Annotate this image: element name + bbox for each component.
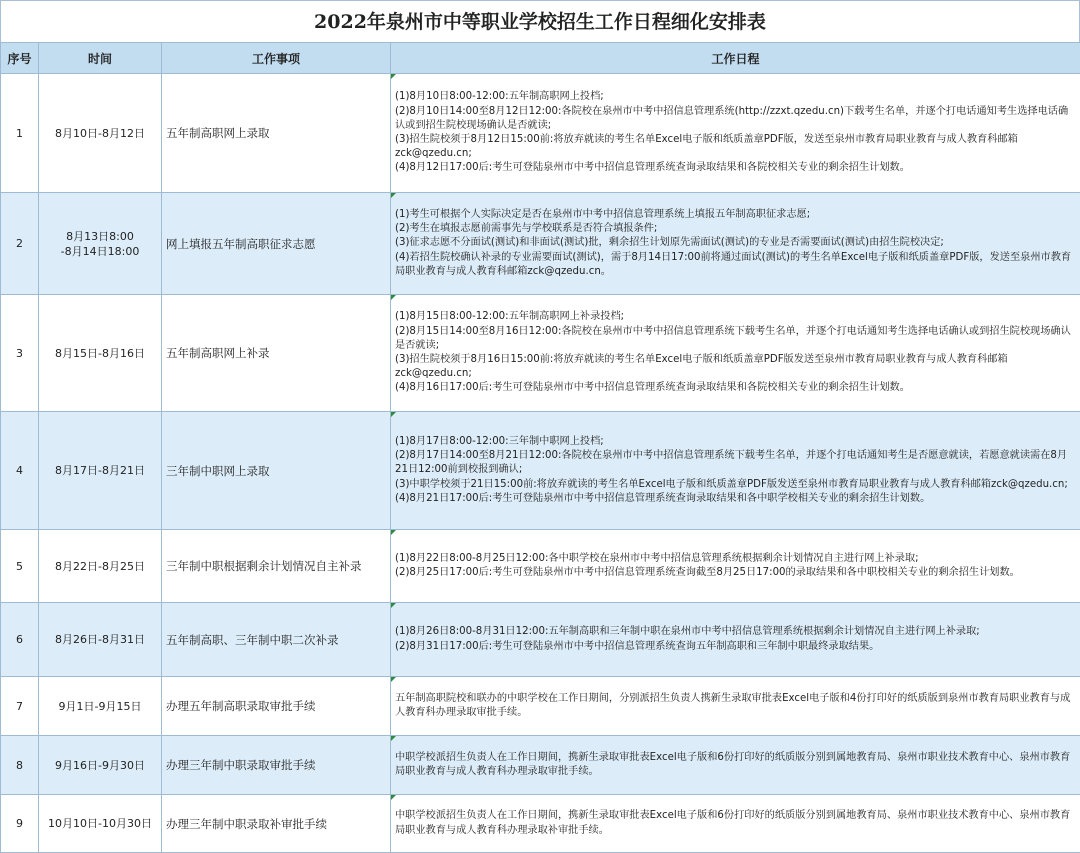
detail-line: (4)8月12日17:00后:考生可登陆泉州市中考中招信息管理系统查询录取结果和各院校相关专业的剩余招生计划数。 xyxy=(395,162,910,174)
row-no: 7 xyxy=(1,677,39,736)
detail-line: (1)8月26日8:00-8月31日12:00:五年制高职和三年制中职在泉州市中考中招信息管理系统根据剩余计划情况自主进行网上补录取; xyxy=(395,626,980,638)
row-detail xyxy=(391,795,1080,853)
detail-line: (2)考生在填报志愿前需事先与学校联系是否符合填报条件; xyxy=(395,223,658,235)
detail-line: (4)8月16日17:00后:考生可登陆泉州市中考中招信息管理系统查询录取结果和各院校相关专业的剩余招生计划数。 xyxy=(395,382,910,394)
row-task: 办理五年制高职录取审批手续 xyxy=(162,677,391,736)
header-no: 序号 xyxy=(1,43,39,74)
table-row xyxy=(1,603,1080,677)
row-detail xyxy=(391,74,1080,193)
table-row xyxy=(1,795,1080,853)
detail-line: (1)8月15日8:00-12:00:五年制高职网上补录投档; xyxy=(395,311,625,323)
detail-line: 中职学校派招生负责人在工作日期间，携新生录取审批表Excel电子版和6份打印好的纸质版分别到属地教育局、泉州市职业技术教育中心、泉州市教育局职业教育与成人教育科办理录取补审批手续。 xyxy=(395,810,1071,836)
row-time: 9月1日-9月15日 xyxy=(39,677,162,736)
detail-line: (2)8月17日14:00至8月21日12:00:各院校在泉州市中考中招信息管理系统下载考生名单，并逐个打电话通知考生是否愿意就读，若愿意就读需在8月21日12:00前到校报到确认; xyxy=(395,450,1068,476)
row-task: 五年制高职网上补录 xyxy=(162,295,391,412)
table-row xyxy=(1,295,1080,412)
detail-line: (1)8月17日8:00-12:00:三年制中职网上投档; xyxy=(395,435,604,447)
row-time: 8月22日-8月25日 xyxy=(39,530,162,603)
schedule-table xyxy=(0,42,1080,853)
row-task: 办理三年制中职录取审批手续 xyxy=(162,736,391,795)
detail-line: (2)8月10日14:00至8月12日12:00:各院校在泉州市中考中招信息管理系统(http://zzxt.qzedu.cn)下载考生名单，并逐个打电话通知考生选择电话确认或到招生院校现场确认是否就读; xyxy=(395,105,1069,131)
row-no: 3 xyxy=(1,295,39,412)
row-no: 4 xyxy=(1,412,39,530)
detail-line: (2)8月25日17:00后:考生可登陆泉州市中考中招信息管理系统查询截至8月25日17:00的录取结果和各中职校相关专业的剩余招生计划数。 xyxy=(395,567,1020,578)
row-detail xyxy=(391,603,1080,677)
detail-line: (1)8月10日8:00-12:00:五年制高职网上投档; xyxy=(395,91,604,103)
row-task: 三年制中职根据剩余计划情况自主补录 xyxy=(162,530,391,603)
row-task: 五年制高职、三年制中职二次补录 xyxy=(162,603,391,677)
table-row xyxy=(1,530,1080,603)
table-header-row xyxy=(1,43,1080,74)
row-no: 1 xyxy=(1,74,39,193)
row-task: 三年制中职网上录取 xyxy=(162,412,391,530)
detail-line: (4)若招生院校确认补录的专业需要面试(测试)，需于8月14日17:00前将通过面试(测试)的考生名单Excel电子版和纸质盖章PDF版，发送至泉州市教育局职业教育与成人教育科邮箱zck@qzedu.cn。 xyxy=(395,251,1072,277)
table-row xyxy=(1,412,1080,530)
row-detail xyxy=(391,736,1080,795)
row-detail xyxy=(391,412,1080,530)
detail-line: (1)8月22日8:00-8月25日12:00:各中职学校在泉州市中考中招信息管理系统根据剩余计划情况自主进行网上补录取; xyxy=(395,552,919,564)
row-time: 8月13日8:00 -8月14日18:00 xyxy=(39,193,162,295)
row-time: 8月10日-8月12日 xyxy=(39,74,162,193)
header-task: 工作事项 xyxy=(162,43,391,74)
header-time: 时间 xyxy=(39,43,162,74)
detail-line: 五年制高职院校和联办的中职学校在工作日期间，分别派招生负责人携新生录取审批表Excel电子版和4份打印好的纸质版到泉州市教育局职业教育与成人教育科办理录取审批手续。 xyxy=(395,692,1071,718)
document-title: 2022年泉州市中等职业学校招生工作日程细化安排表 xyxy=(0,0,1080,42)
detail-line: (4)8月21日17:00后:考生可登陆泉州市中考中招信息管理系统查询录取结果和各中职学校相关专业的剩余招生计划数。 xyxy=(395,492,931,504)
row-no: 5 xyxy=(1,530,39,603)
row-no: 6 xyxy=(1,603,39,677)
detail-line: (1)考生可根据个人实际决定是否在泉州市中考中招信息管理系统上填报五年制高职征求志愿; xyxy=(395,208,811,220)
detail-line: (2)8月15日14:00至8月16日12:00:各院校在泉州市中考中招信息管理系统下载考生名单，并逐个打电话通知考生选择电话确认或到招生院校现场确认是否就读; xyxy=(395,325,1071,351)
detail-line: (2)8月31日17:00后:考生可登陆泉州市中考中招信息管理系统查询五年制高职和三年制中职最终录取结果。 xyxy=(395,640,880,652)
row-task: 办理三年制中职录取补审批手续 xyxy=(162,795,391,853)
detail-line: (3)招生院校须于8月16日15:00前:将放弃就读的考生名单Excel电子版和纸质盖章PDF版发送至泉州市教育局职业教育与成人教育科邮箱zck@qzedu.cn; xyxy=(395,354,1008,380)
table-row xyxy=(1,74,1080,193)
table-row xyxy=(1,193,1080,295)
row-no: 8 xyxy=(1,736,39,795)
detail-line: (3)征求志愿不分面试(测试)和非面试(测试)批，剩余招生计划原先需面试(测试)的专业是否需要面试(测试)由招生院校决定; xyxy=(395,237,944,249)
row-detail xyxy=(391,677,1080,736)
row-time: 10月10日-10月30日 xyxy=(39,795,162,853)
row-task: 五年制高职网上录取 xyxy=(162,74,391,193)
row-task: 网上填报五年制高职征求志愿 xyxy=(162,193,391,295)
header-detail: 工作日程 xyxy=(391,43,1080,74)
table-row xyxy=(1,736,1080,795)
row-time: 9月16日-9月30日 xyxy=(39,736,162,795)
row-no: 2 xyxy=(1,193,39,295)
row-time: 8月17日-8月21日 xyxy=(39,412,162,530)
row-detail xyxy=(391,193,1080,295)
row-no: 9 xyxy=(1,795,39,853)
row-detail xyxy=(391,295,1080,412)
detail-line: (3)中职学校须于21日15:00前:将放弃就读的考生名单Excel电子版和纸质盖章PDF版发送至泉州市教育局职业教育与成人教育科邮箱zck@qzedu.cn; xyxy=(395,478,1068,490)
detail-line: (3)招生院校须于8月12日15:00前:将放弃就读的考生名单Excel电子版和纸质盖章PDF版，发送至泉州市教育局职业教育与成人教育科邮箱zck@qzedu.cn; xyxy=(395,134,1018,160)
table-row xyxy=(1,677,1080,736)
detail-line: 中职学校派招生负责人在工作日期间，携新生录取审批表Excel电子版和6份打印好的纸质版分别到属地教育局、泉州市职业技术教育中心、泉州市教育局职业教育与成人教育科办理录取审批手续。 xyxy=(395,751,1071,777)
table-body xyxy=(1,74,1080,853)
row-time: 8月26日-8月31日 xyxy=(39,603,162,677)
row-time: 8月15日-8月16日 xyxy=(39,295,162,412)
row-detail xyxy=(391,530,1080,603)
